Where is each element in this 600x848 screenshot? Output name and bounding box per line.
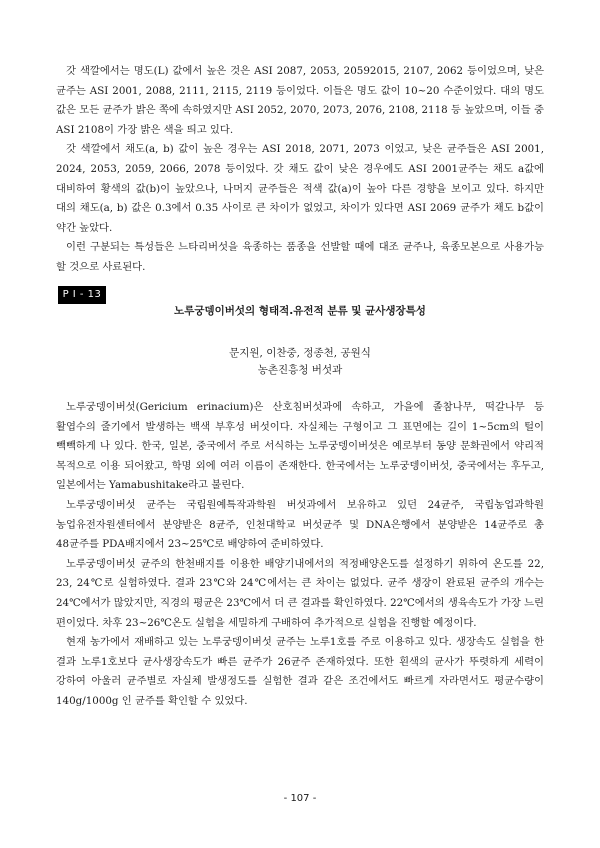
affiliation: 농촌진흥청 버섯과 [257,364,343,376]
paragraph: 이런 구분되는 특성들은 느타리버섯을 육종하는 품종을 선발할 때에 대조 균주나, 육종모본으로 사용가능 할 것으로 사료된다. [56,241,544,273]
previous-section [56,62,544,278]
paragraph: 갓 색깔에서 채도(a, b) 값이 높은 경우는 ASI 2018, 2071, 2073 이었고, 낮은 균주들은 ASI 2001, 2024, 2053, 2059, 2066, 2078 등이었다. 갓 채도 값이 낮은 경우에도 ASI 2001균주는 채도 a값에 대비하여 황색의 값(b)이 높았으나, 나머지 균주들은 적색 값(a)이 높아 다른 경향을 보이고 있다. 하지만 대의 채도(a, b) 값은 0.3에서 0.35 사이로 큰 차이가 없었고, 차이가 있다면 ASI 2069 균주가 채도 b값이 약간 높았다. [56,143,544,234]
page-number: - 107 - [283,793,317,804]
abstract-title: 노루궁뎅이버섯의 형태적.유전적 분류 및 균사생장특성 [174,305,426,317]
author-list: 문지원, 이찬중, 정종천, 공원식 [229,347,371,359]
paragraph: 노루궁뎅이버섯 균주는 국립원예특작과학원 버섯과에서 보유하고 있던 24균주, 국립농업과학원 농업유전자원센터에서 분양받은 8균주, 인천대학교 버섯균주 및 DNA은행에서 분양받은 14균주로 총 48균주를 PDA배지에서 23~25℃로 배양하여 준비하였다. [56,498,544,551]
paragraph: 현재 농가에서 재배하고 있는 노루궁뎅이버섯 균주는 노루1호를 주로 이용하고 있다. 생장속도 실험을 한 결과 노루1호보다 균사생장속도가 빠른 균주가 26균주 존재하였다. 또한 흰색의 균사가 뚜렷하게 세력이 강하여 아울러 균주별로 자실체 발생정도를 실험한 결과 같은 조건에서도 빠르게 자라면서도 평균수량이 140g/1000g 인 균주를 확인할 수 있었다. [56,636,544,707]
paragraph: 노루궁뎅이버섯 균주의 한천배지를 이용한 배양기내에서의 적정배양온도를 설정하기 위하여 온도를 22, 23, 24℃로 실험하였다. 결과 23℃와 24℃에서는 큰 차이는 없었다. 균주 생장이 완료된 균주의 개수는 24℃에서가 많았지만, 직경의 평균은 23℃에서 더 큰 결과를 확인하였다. 22℃에서의 생육속도가 가장 느린 편이었다. 차후 23~26℃온도 실험을 세밀하게 구배하여 추가적으로 실험을 진행할 예정이다. [56,557,544,629]
paragraph: 갓 색깔에서는 명도(L) 값에서 높은 것은 ASI 2087, 2053, 20592015, 2107, 2062 등이었으며, 낮은 균주는 ASI 2001, 2088, 2111, 2115, 2119 등이었다. 이들은 명도 값이 10~20 수준이었다. 대의 명도 값은 모든 균주가 밝은 쪽에 속하였지만 ASI 2052, 2070, 2073, 2076, 2108, 2118 등 높았으며, 이들 중 ASI 2108이 가장 밝은 색을 띄고 있다. [56,65,544,136]
abstract-body [56,398,544,712]
abstract-id-badge: P I - 13 [58,286,106,304]
paragraph: 노루궁뎅이버섯(Gericium erinacium)은 산호침버섯과에 속하고, 가을에 졸참나무, 떡갈나무 등 활엽수의 줄기에서 발생하는 백색 부후성 버섯이다. 자실체는 구형이고 그 표면에는 길이 1~5cm의 털이 빽빽하게 나 있다. 한국, 일본, 중국에서 주로 서식하는 노루궁뎅이버섯은 예로부터 동양 문화권에서 약리적 목적으로 이용 되어왔고, 학명 외에 여러 이름이 존재한다. 한국에서는 노루궁뎅이버섯, 중국에서는 후두고, 일본에서는 Yamabushitake라고 불린다. [56,401,544,492]
